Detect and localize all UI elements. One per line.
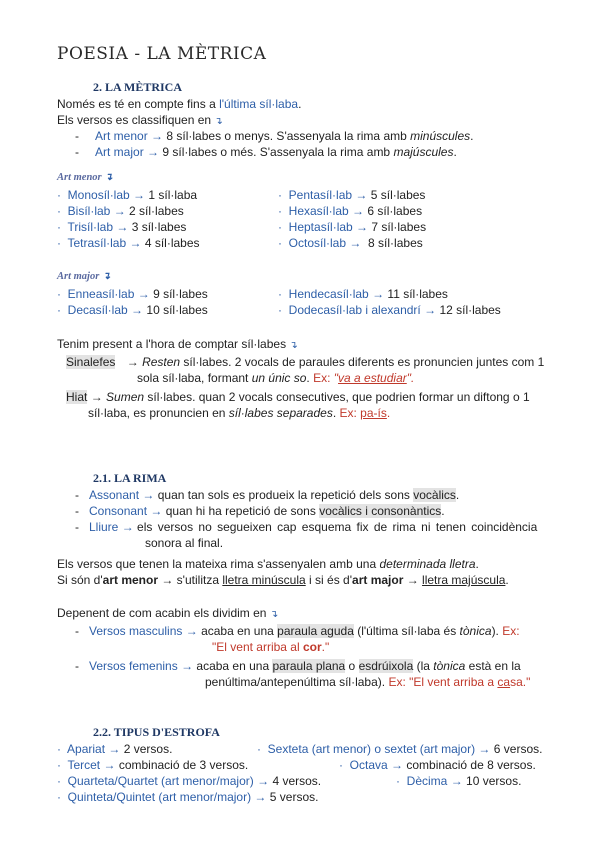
- list-item: - Versos femenins → acaba en una paraula plana o esdrúixola (la tònica està en la: [75, 659, 521, 673]
- list-item: · Enneasíl·lab → 9 síl·labes: [57, 287, 208, 301]
- metrica-intro-2: Els versos es classifiquen en ↴: [57, 113, 223, 127]
- return-arrow-icon: ↴: [289, 340, 298, 351]
- return-arrow-icon: ↴: [269, 609, 279, 620]
- list-item: · Tercet → combinació de 3 versos.: [57, 758, 249, 772]
- art-menor-label: Art menor ↴: [57, 172, 113, 183]
- list-item: · Trisíl·lab → 3 síl·labes: [57, 220, 187, 234]
- hiat-line-1: Hiat → Sumen síl·labes. quan 2 vocals consecutives, que podrien formar un diftong o 1: [66, 390, 530, 404]
- list-item: · Apariat → 2 versos.: [57, 742, 173, 756]
- list-item: - Art major → 9 síl·labes o més. S'assenyala la rima amb majúscules.: [75, 145, 457, 159]
- list-item: · Tetrasíl·lab → 4 síl·labes: [57, 236, 200, 250]
- section-heading-rima: 2.1. LA RIMA: [93, 471, 167, 485]
- return-arrow-icon: ↴: [104, 172, 113, 183]
- divide-intro: Depenent de com acabin els dividim en ↴: [57, 606, 279, 620]
- list-item: - Lliure → els versos no segueixen cap esquema fix de rima ni tenen coincidència: [75, 520, 538, 534]
- lliure-line-2: sonora al final.: [145, 536, 224, 550]
- metrica-intro-1: Només es té en compte fins a l'última síl·laba.: [57, 97, 302, 111]
- list-item: - Art menor → 8 síl·labes o menys. S'assenyala la rima amb minúscules.: [75, 129, 474, 143]
- list-item: · Quarteta/Quartet (art menor/major) → 4 versos.: [57, 774, 322, 788]
- list-item: · Decasíl·lab → 10 síl·labes: [57, 303, 208, 317]
- section-heading-metrica: 2. LA MÈTRICA: [93, 80, 183, 94]
- sinalefes-line-2: sola síl·laba, formant un únic so. Ex: "va a estudiar".: [137, 371, 415, 385]
- return-arrow-icon: ↴: [214, 116, 223, 127]
- comptar-intro: Tenim present a l'hora de comptar síl·labes ↴: [57, 337, 298, 351]
- page-title: POESIA - LA MÈTRICA: [57, 44, 267, 64]
- list-item: · Hendecasíl·lab → 11 síl·labes: [278, 287, 448, 301]
- section-heading-estrofa: 2.2. TIPUS D'ESTROFA: [93, 725, 220, 739]
- hiat-line-2: síl·laba, es pronuncien en síl·labes separades. Ex: pa-ís.: [88, 406, 391, 420]
- list-item: - Consonant → quan hi ha repetició de sons vocàlics i consonàntics.: [75, 504, 445, 518]
- list-item: · Sexteta (art menor) o sextet (art major) → 6 versos.: [257, 742, 543, 756]
- list-item: · Octava → combinació de 8 versos.: [339, 758, 536, 772]
- list-item: · Dodecasíl·lab i alexandrí → 12 síl·labes: [278, 303, 501, 317]
- rima-note-1: Els versos que tenen la mateixa rima s'assenyalen amb una determinada lletra.: [57, 557, 479, 571]
- list-item: · Bisíl·lab → 2 síl·labes: [57, 204, 184, 218]
- rima-note-2: Si són d'art menor → s'utilitza lletra minúscula i si és d'art major → lletra majúscula.: [57, 573, 509, 587]
- art-major-label: Art major ↴: [57, 271, 111, 282]
- list-item: · Hexasíl·lab → 6 síl·labes: [278, 204, 423, 218]
- femenins-line-2: penúltima/antepenúltima síl·laba). Ex: "El vent arriba a casa.": [205, 675, 531, 689]
- list-item: · Pentasíl·lab → 5 síl·labes: [278, 188, 426, 202]
- list-item: · Octosíl·lab → 8 síl·labes: [278, 236, 423, 250]
- masculins-example: "El vent arriba al cor.": [212, 640, 330, 654]
- list-item: · Heptasíl·lab → 7 síl·labes: [278, 220, 427, 234]
- list-item: · Quinteta/Quintet (art menor/major) → 5 versos.: [57, 790, 319, 804]
- list-item: · Dècima → 10 versos.: [396, 774, 522, 788]
- list-item: - Assonant → quan tan sols es produeix la repetició dels sons vocàlics.: [75, 488, 460, 502]
- list-item: · Monosíl·lab → 1 síl·laba: [57, 188, 198, 202]
- return-arrow-icon: ↴: [101, 271, 111, 282]
- list-item: - Versos masculins → acaba en una paraula aguda (l'última síl·laba és tònica). Ex:: [75, 624, 520, 638]
- sinalefes-line-1: Sinalefes → Resten síl·labes. 2 vocals de paraules diferents es pronuncien juntes com 1: [66, 355, 545, 369]
